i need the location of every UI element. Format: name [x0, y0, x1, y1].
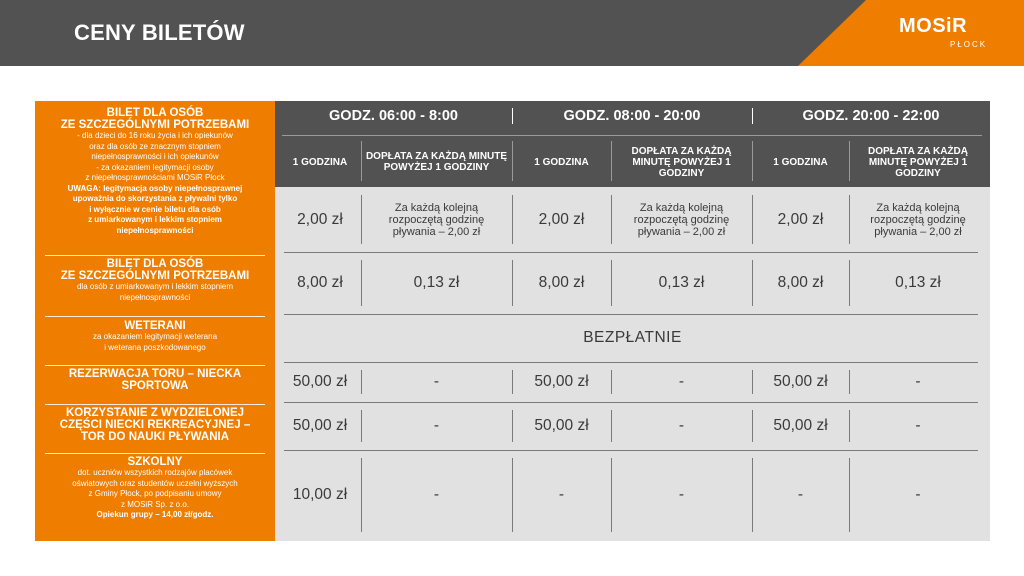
price-cell: - [678, 417, 685, 434]
ticket-type-note: z umiarkowanym i lekkim stopniem [88, 215, 222, 224]
ticket-type-5 [35, 407, 275, 443]
price-cell: Za każdą kolejną rozpoczętą godzinę pływania – 2,00 zł [870, 201, 966, 238]
subheader-one-hour: 1 GODZINA [534, 156, 589, 168]
ticket-type-title: KORZYSTANIE Z WYDZIELONEJ [65, 407, 245, 419]
subheader-extra-minute: DOPŁATA ZA KAŻDĄ MINUTĘ POWYŻEJ 1 GODZINY [631, 145, 732, 179]
price-cell: Za każdą kolejną rozpoczętą godzinę pływania – 2,00 zł [388, 201, 485, 238]
ticket-type-title: ZE SZCZEGÓLNYMI POTRZEBAMI [60, 270, 250, 282]
ticket-type-description: oświatowych oraz studentów uczelni wyższych [72, 478, 238, 488]
price-cell: 8,00 zł [777, 274, 824, 291]
row-divider [45, 453, 265, 454]
time-group-header: GODZ. 06:00 - 8:00 [329, 108, 458, 124]
ticket-type-title: CZĘŚCI NIECKI REKREACYJNEJ – [59, 419, 251, 431]
price-cell: 50,00 zł [292, 373, 348, 390]
ticket-type-description: oraz dla osób ze znacznym stopniem [89, 141, 221, 151]
ticket-type-description: z Gminy Płock, po podpisaniu umowy [88, 489, 222, 498]
subheader-divider [849, 141, 850, 181]
group-divider [752, 108, 753, 124]
ticket-type-3 [35, 320, 275, 353]
ticket-type-description: za okazaniem legitymacji weterana [92, 332, 218, 341]
price-cell: - [433, 486, 440, 503]
ticket-type-title: SZKOLNY [127, 456, 183, 468]
ticket-type-title: TOR DO NAUKI PŁYWANIA [80, 431, 229, 443]
ticket-type-description: i weterana poszkodowanego [104, 342, 206, 352]
ticket-type-2 [35, 258, 275, 303]
subheader-divider [512, 141, 513, 181]
mosir-logo-subtitle: PŁOCK [950, 40, 988, 49]
ticket-type-title: BILET DLA OSÓB [106, 107, 204, 119]
subheader-divider [361, 141, 362, 181]
price-cell: - [678, 486, 685, 503]
price-cell: - [433, 417, 440, 434]
ticket-type-description: niepełnosprawności i ich opiekunów [91, 152, 219, 161]
ticket-type-4 [35, 368, 275, 392]
price-cell: 50,00 zł [534, 417, 589, 434]
ticket-type-note: Opiekun grupy – 14,00 zł/godz. [96, 510, 214, 519]
ticket-type-6 [35, 456, 275, 521]
price-cell: 2,00 zł [777, 210, 824, 228]
price-cell: 2,00 zł [538, 210, 585, 228]
row-divider [45, 365, 265, 366]
ticket-type-title: BILET DLA OSÓB [106, 258, 204, 270]
price-cell: - [433, 373, 440, 390]
subheader-one-hour: 1 GODZINA [292, 156, 348, 168]
subheader-divider [611, 141, 612, 181]
price-cell: 0,13 zł [895, 274, 941, 291]
price-cell: - [558, 486, 565, 503]
ticket-type-title: ZE SZCZEGÓLNYMI POTRZEBAMI [60, 119, 250, 131]
price-cell: 50,00 zł [773, 417, 828, 434]
row-divider [45, 404, 265, 405]
ticket-type-note: UWAGA: legitymacja osoby niepełnosprawnej [67, 183, 243, 193]
ticket-type-description: z MOSiR Sp. z o.o. [120, 499, 190, 509]
price-cell: 8,00 zł [297, 274, 343, 291]
price-cell: - [915, 373, 921, 390]
ticket-type-title: REZERWACJA TORU – NIECKA [68, 368, 242, 380]
price-cell: - [678, 373, 685, 390]
ticket-type-title: SPORTOWA [121, 380, 189, 392]
price-cell: 50,00 zł [773, 373, 828, 390]
row-divider [45, 255, 265, 256]
price-cell: 50,00 zł [292, 417, 348, 434]
page-title: CENY BILETÓW [74, 20, 245, 45]
price-cell: 2,00 zł [297, 210, 343, 228]
ticket-type-1 [35, 107, 275, 236]
header-divider [282, 135, 982, 136]
price-cell: - [915, 417, 921, 434]
subheader-one-hour: 1 GODZINA [773, 156, 828, 168]
ticket-types-column [35, 101, 275, 541]
subheader-divider [752, 141, 753, 181]
ticket-type-description: niepełnosprawności [119, 292, 191, 302]
price-cell: 8,00 zł [538, 274, 585, 291]
ticket-type-description: - za okazaniem legitymacji osoby [96, 162, 214, 172]
subheader-extra-minute: DOPŁATA ZA KAŻDĄ MINUTĘ POWYŻEJ 1 GODZINY [365, 151, 508, 173]
mosir-logo: MOSiR [899, 15, 968, 37]
group-divider [512, 108, 513, 124]
ticket-type-note: i wyłącznie w cenie biletu dla osób [89, 204, 221, 214]
price-cell: - [797, 486, 804, 503]
subheader-extra-minute: DOPŁATA ZA KAŻDĄ MINUTĘ POWYŻEJ 1 GODZINY [868, 145, 968, 179]
time-group-header: GODZ. 08:00 - 20:00 [563, 108, 701, 124]
price-cell: 50,00 zł [534, 373, 589, 390]
ticket-type-description: dla osób z umiarkowanym i lekkim stopniem [76, 282, 234, 291]
row-divider [45, 316, 265, 317]
ticket-type-description: - dla dzieci do 16 roku życia i ich opiekunów [77, 131, 233, 140]
price-cell: 0,13 zł [413, 274, 460, 291]
price-cell: Za każdą kolejną rozpoczętą godzinę pływania – 2,00 zł [633, 201, 730, 238]
ticket-type-title: WETERANI [124, 320, 186, 332]
ticket-type-note: niepełnosprawności [116, 225, 194, 235]
price-cell: - [915, 486, 921, 503]
ticket-type-description: z niepełnosprawnościami MOSiR Płock [85, 173, 225, 182]
time-group-header: GODZ. 20:00 - 22:00 [802, 108, 940, 124]
ticket-type-note: upoważnia do skorzystania z pływalni tylko [72, 194, 238, 203]
free-admission-cell: BEZPŁATNIE [583, 329, 682, 346]
ticket-type-description: dot. uczniów wszystkich rodzajów placówek [77, 468, 233, 477]
price-cell: 10,00 zł [292, 486, 348, 503]
price-cell: 0,13 zł [658, 274, 705, 291]
